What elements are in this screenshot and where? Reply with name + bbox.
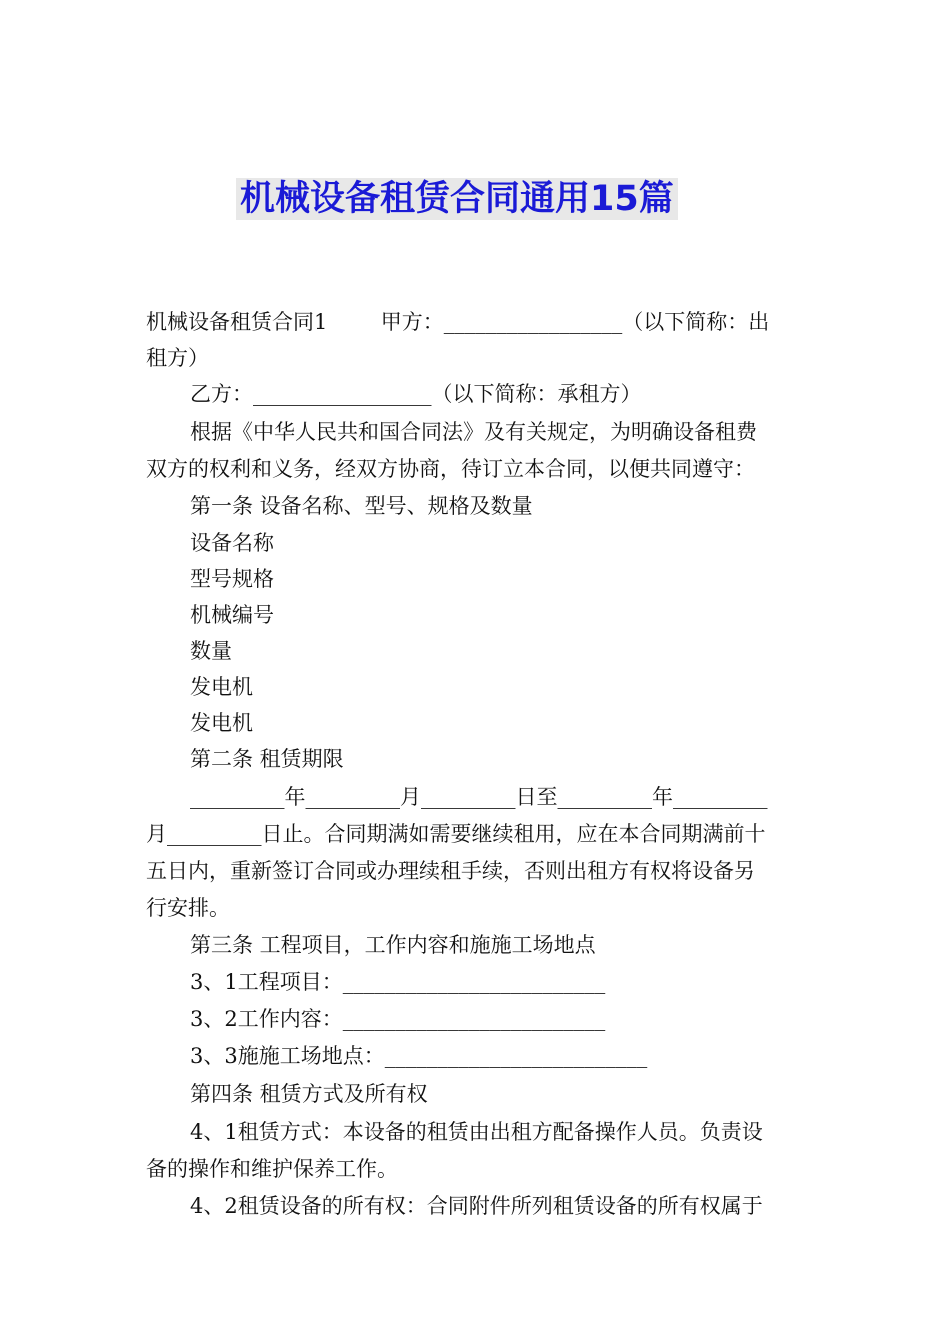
lease-term-line-3: 五日内，重新签订合同或办理续租手续，否则出租方有权将设备另: [146, 859, 755, 883]
party-a-line-continued: 租方）: [146, 346, 209, 370]
lease-term-line-1: _________年_________月_________日至_________年_________: [190, 785, 768, 809]
project-line: 3、1工程项目：_________________________: [190, 970, 606, 994]
machine-number-label: 机械编号: [190, 603, 274, 627]
work-content-line: 3、2工作内容：_________________________: [190, 1007, 606, 1031]
equipment-name-label: 设备名称: [190, 531, 274, 555]
lease-method-line-2: 备的操作和维护保养工作。: [146, 1157, 398, 1181]
article-1-heading: 第一条 设备名称、型号、规格及数量: [190, 494, 533, 518]
preamble-line-1: 根据《中华人民共和国合同法》及有关规定，为明确设备租费: [190, 420, 757, 444]
article-4-heading: 第四条 租赁方式及所有权: [190, 1082, 428, 1106]
lease-method-line-1: 4、1租赁方式：本设备的租赁由出租方配备操作人员。负责设: [190, 1120, 763, 1144]
article-2-heading: 第二条 租赁期限: [190, 747, 344, 771]
generator-line-1: 发电机: [190, 675, 253, 699]
preamble-line-2: 双方的权利和义务，经双方协商，待订立本合同，以便共同遵守：: [146, 457, 755, 481]
quantity-label: 数量: [190, 639, 232, 663]
lease-term-line-2: 月_________日止。合同期满如需要继续租用，应在本合同期满前十: [146, 822, 766, 846]
article-3-heading: 第三条 工程项目，工作内容和施施工场地点: [190, 933, 596, 957]
site-location-line: 3、3施施工场地点：_________________________: [190, 1044, 648, 1068]
generator-line-2: 发电机: [190, 711, 253, 735]
ownership-line: 4、2租赁设备的所有权：合同附件所列租赁设备的所有权属于: [190, 1194, 763, 1218]
lease-term-line-4: 行安排。: [146, 896, 230, 920]
model-spec-label: 型号规格: [190, 567, 274, 591]
party-a-line: 机械设备租赁合同1 甲方：_________________（以下简称：出: [146, 310, 770, 334]
party-b-line: 乙方：_________________（以下简称：承租方）: [190, 382, 642, 406]
document-title: 机械设备租赁合同通用15篇: [236, 178, 678, 220]
